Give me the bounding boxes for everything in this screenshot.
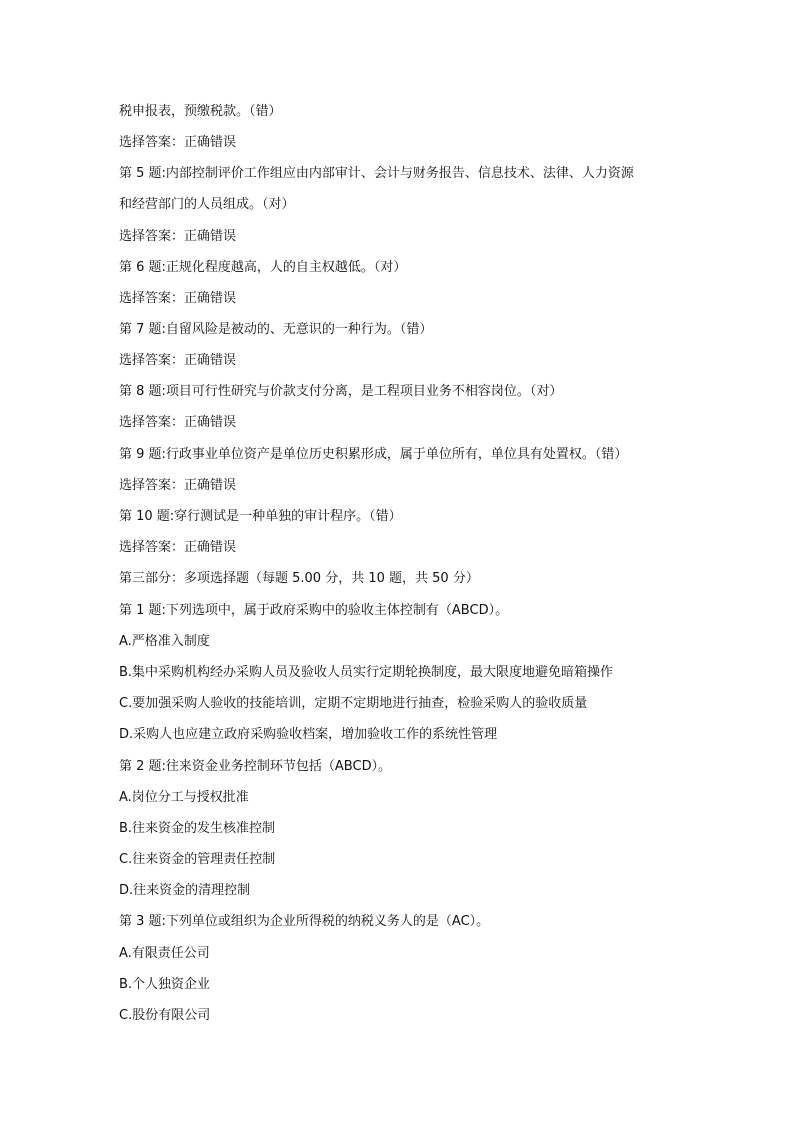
option-line: D.往来资金的清理控制 [119, 883, 251, 898]
question-line: 第 6 题:正规化程度越高，人的自主权越低。（对） [119, 260, 407, 275]
answer-line: 选择答案：正确错误 [119, 229, 237, 244]
question-line: 第 9 题:行政事业单位资产是单位历史积累形成，属于单位所有，单位具有处置权。（错） [119, 447, 628, 462]
section-heading: 第三部分：多项选择题（每题 5.00 分，共 10 题，共 50 分） [119, 571, 479, 586]
option-line: A.严格准入制度 [119, 634, 210, 649]
question-line: 第 10 题:穿行测试是一种单独的审计程序。（错） [119, 509, 402, 524]
option-line: D.采购人也应建立政府采购验收档案，增加验收工作的系统性管理 [119, 727, 498, 742]
answer-line: 选择答案：正确错误 [119, 291, 237, 306]
question-line: 第 2 题:往来资金业务控制环节包括（ABCD）。 [119, 759, 392, 774]
option-line: A.岗位分工与授权批准 [119, 790, 249, 805]
answer-line: 选择答案：正确错误 [119, 478, 237, 493]
option-line: C.往来资金的管理责任控制 [119, 852, 276, 867]
question-line: 第 3 题:下列单位或组织为企业所得税的纳税义务人的是（AC）。 [119, 914, 490, 929]
option-line: B.个人独资企业 [119, 977, 211, 992]
question-line: 第 5 题:内部控制评价工作组应由内部审计、会计与财务报告、信息技术、法律、人力资源 [119, 166, 634, 181]
answer-line: 选择答案：正确错误 [119, 415, 237, 430]
answer-line: 选择答案：正确错误 [119, 353, 237, 368]
question-line: 第 1 题:下列选项中，属于政府采购中的验收主体控制有（ABCD）。 [119, 603, 509, 618]
option-line: C.要加强采购人验收的技能培训，定期不定期地进行抽查，检验采购人的验收质量 [119, 696, 588, 711]
option-line: B.集中采购机构经办采购人员及验收人员实行定期轮换制度，最大限度地避免暗箱操作 [119, 665, 614, 680]
text-line: 和经营部门的人员组成。（对） [119, 197, 295, 212]
question-line: 第 7 题:自留风险是被动的、无意识的一种行为。（错） [119, 322, 433, 337]
question-line: 第 8 题:项目可行性研究与价款支付分离，是工程项目业务不相容岗位。（对） [119, 384, 563, 399]
answer-line: 选择答案：正确错误 [119, 540, 237, 555]
answer-line: 选择答案：正确错误 [119, 135, 237, 150]
option-line: C.股份有限公司 [119, 1008, 211, 1023]
option-line: B.往来资金的发生核准控制 [119, 821, 276, 836]
option-line: A.有限责任公司 [119, 946, 210, 961]
text-line: 税申报表，预缴税款。（错） [119, 104, 282, 119]
